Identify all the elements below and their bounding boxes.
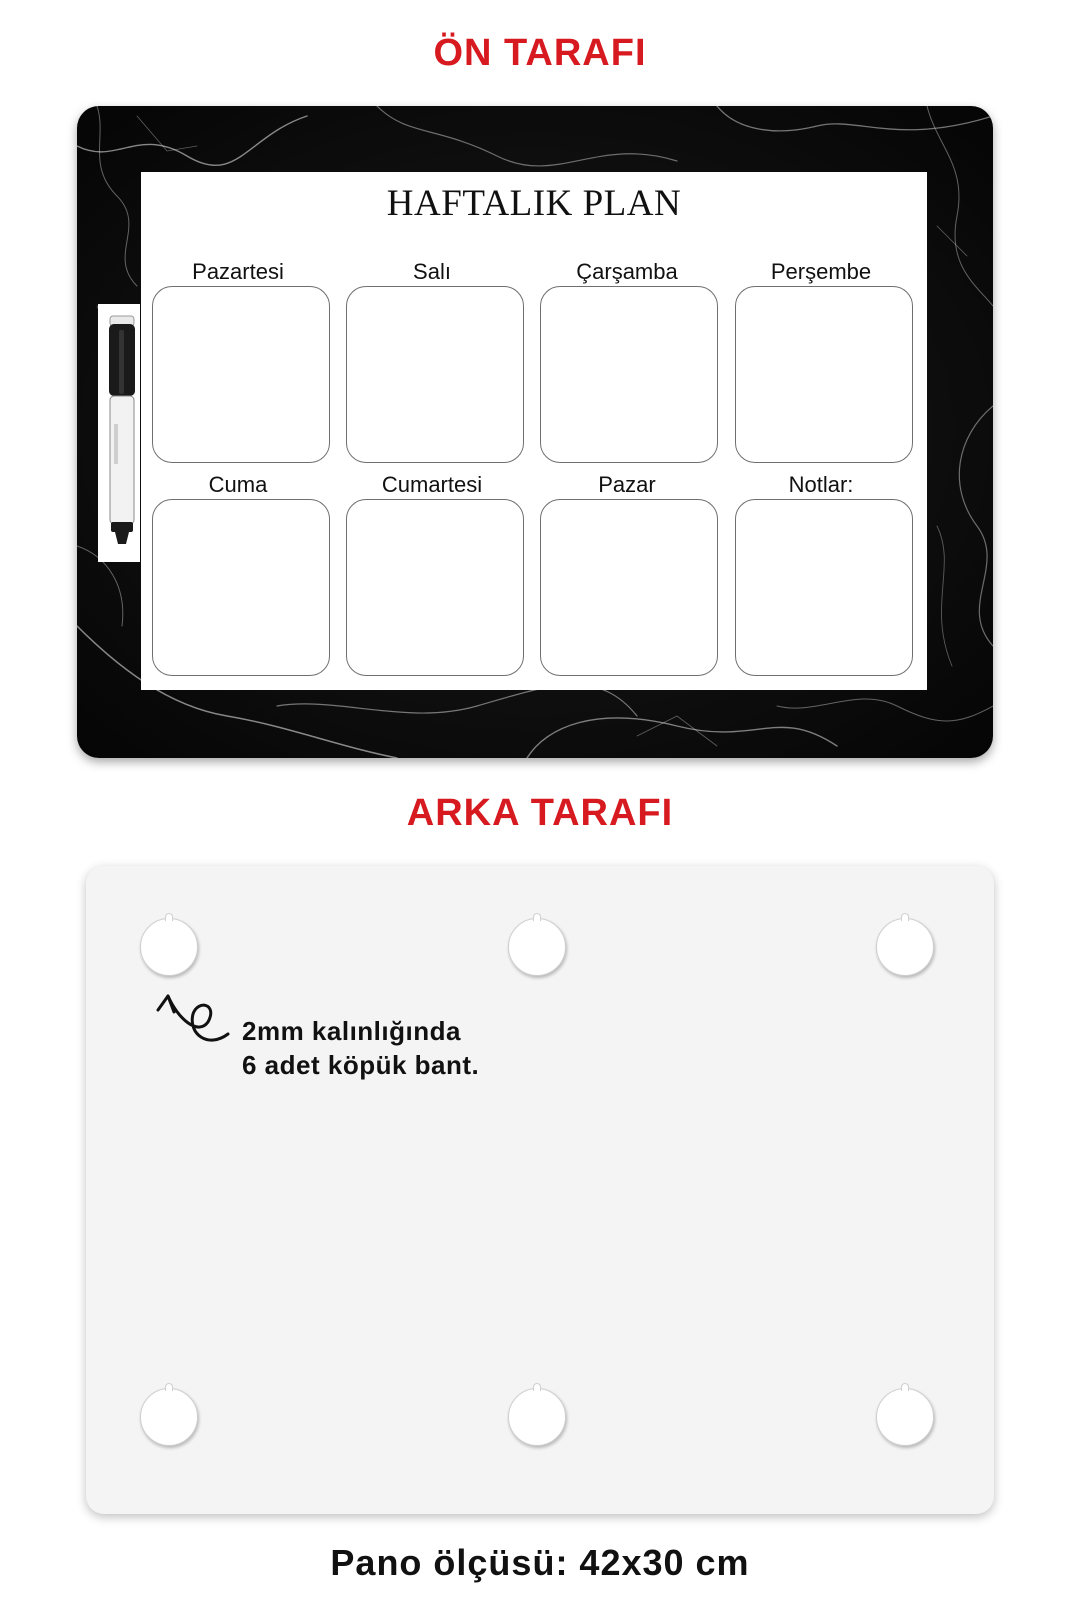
front-board bbox=[77, 106, 993, 758]
day-box-saturday bbox=[346, 499, 524, 676]
foam-note-line-2: 6 adet köpük bant. bbox=[242, 1050, 480, 1080]
front-side-title: ÖN TARAFI bbox=[433, 32, 647, 74]
day-label-thursday: Perşembe bbox=[770, 259, 872, 284]
marker-holder bbox=[98, 304, 140, 562]
whiteboard-marker-icon bbox=[98, 304, 140, 562]
day-box-notes bbox=[735, 499, 913, 676]
day-label-notes: Notlar: bbox=[788, 472, 854, 497]
board-size-caption: Pano ölçüsü: 42x30 cm bbox=[330, 1542, 750, 1583]
day-label-sunday: Pazar bbox=[598, 472, 656, 497]
day-label-wednesday: Çarşamba bbox=[576, 259, 678, 284]
plan-title: HAFTALIK PLAN bbox=[386, 183, 682, 224]
curly-arrow-icon bbox=[148, 974, 238, 1054]
foam-tape-icon bbox=[140, 1388, 198, 1446]
back-board bbox=[86, 866, 994, 1514]
back-side-title: ARKA TARAFI bbox=[406, 792, 674, 834]
foam-tape-icon bbox=[876, 918, 934, 976]
day-label-tuesday: Salı bbox=[413, 259, 451, 284]
foam-tape-note bbox=[242, 1014, 479, 1082]
foam-tape-icon bbox=[876, 1388, 934, 1446]
foam-tape-icon bbox=[508, 918, 566, 976]
day-box-monday bbox=[152, 286, 330, 463]
day-label-friday: Cuma bbox=[208, 472, 268, 497]
day-box-sunday bbox=[540, 499, 718, 676]
foam-tape-icon bbox=[508, 1388, 566, 1446]
day-box-friday bbox=[152, 499, 330, 676]
day-box-wednesday bbox=[540, 286, 718, 463]
weekly-plan-sheet bbox=[141, 172, 927, 690]
day-label-saturday: Cumartesi bbox=[381, 472, 483, 497]
foam-note-line-1: 2mm kalınlığında bbox=[242, 1016, 461, 1046]
day-box-tuesday bbox=[346, 286, 524, 463]
foam-tape-icon bbox=[140, 918, 198, 976]
day-box-thursday bbox=[735, 286, 913, 463]
day-label-monday: Pazartesi bbox=[192, 259, 284, 284]
